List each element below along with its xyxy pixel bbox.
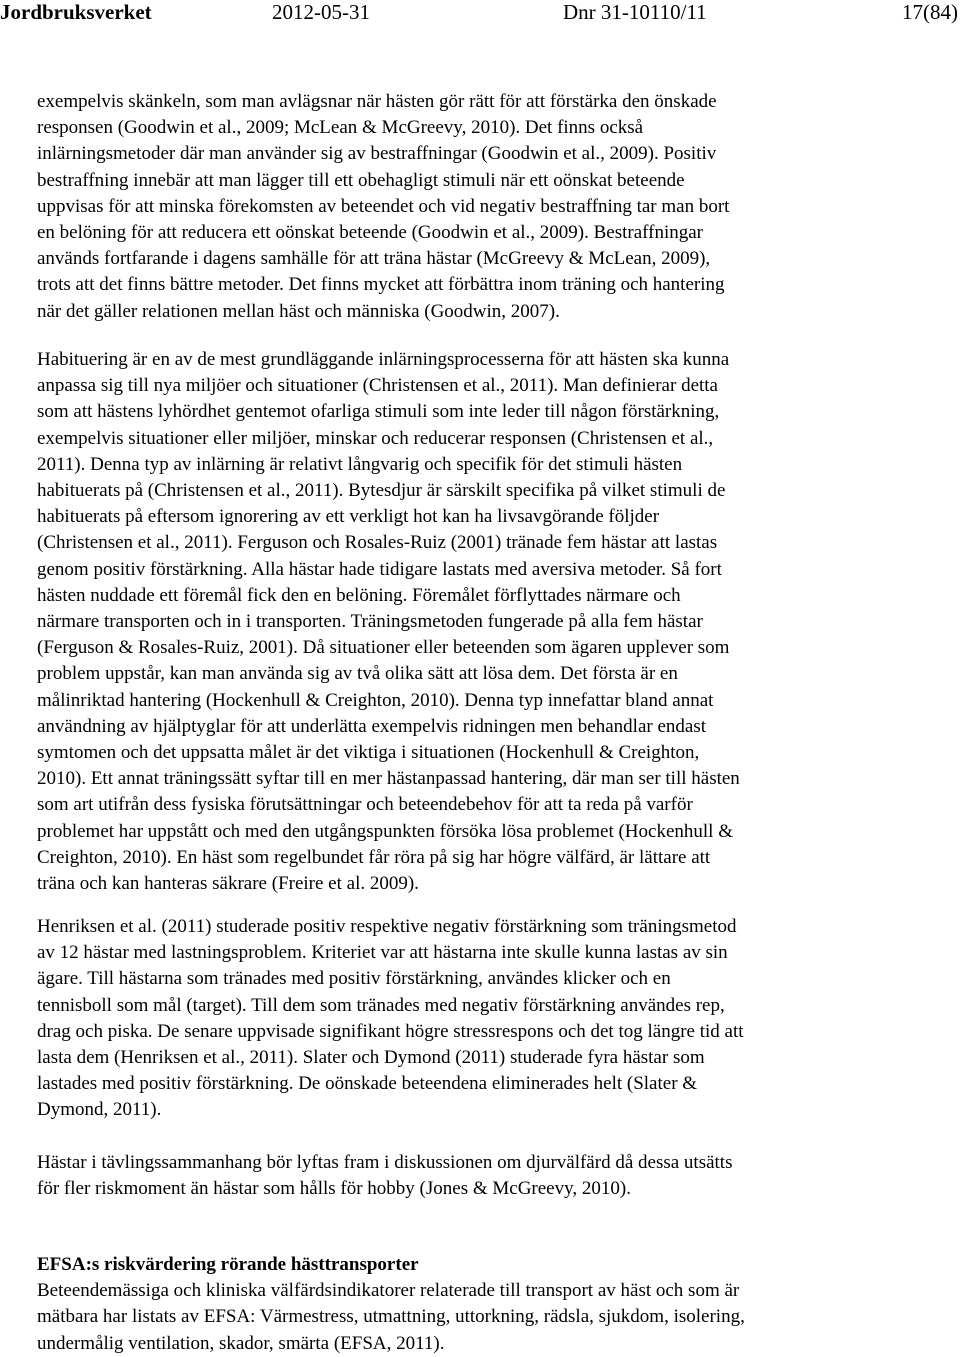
text-line: tennisboll som mål (target). Till dem som tränades med negativ förstärkning användes rep,	[37, 994, 725, 1016]
text-line: 2010). Ett annat träningssätt syftar till en mer hästanpassad hantering, där man ser till hästen	[37, 768, 740, 790]
page-header	[0, 0, 960, 24]
text-line: exempelvis situationer eller miljöer, minskar och reducerar responsen (Christensen et al.,	[37, 427, 714, 449]
text-line: inlärningsmetoder där man använder sig av bestraffningar (Goodwin et al., 2009). Positiv	[37, 143, 717, 165]
text-line: habituerats på (Christensen et al., 2011). Bytesdjur är särskilt specifika på vilket stimuli de	[37, 480, 726, 502]
text-line: användning av hjälptyglar för att underlätta exempelvis ridningen men behandlar endast	[37, 715, 706, 737]
text-line: som art utifrån dess fysiska förutsättningar och beteendebehov för att ta reda på varför	[37, 794, 693, 816]
text-line: ägare. Till hästarna som tränades med positiv förstärkning, användes klicker och en	[37, 968, 671, 990]
text-line: Habituering är en av de mest grundläggande inlärningsprocesserna för att hästen ska kunna	[37, 349, 730, 370]
text-line: (Ferguson & Rosales-Ruiz, 2001). Då situationer eller beteenden som ägaren upplever som	[37, 637, 730, 659]
paragraph-habituation	[37, 347, 917, 897]
text-line: Creighton, 2010). En häst som regelbundet får röra på sig har högre välfärd, är lättare att	[37, 846, 711, 868]
paragraph-feedback-punishment	[37, 89, 917, 325]
paragraph-loading-studies	[37, 914, 917, 1124]
text-line: som att hästens lyhördhet gentemot ofarliga stimuli som inte leder till någon förstärkning,	[37, 401, 720, 423]
text-line: habituerats på eftersom ignorering av ett verkligt hot kan ha livsavgörande följder	[37, 506, 660, 528]
text-line: genom positiv förstärkning. Alla hästar hade tidigare lastats med aversiva metoder. Så fort	[37, 558, 722, 580]
text-line: när det gäller relationen mellan häst och människa (Goodwin, 2007).	[37, 300, 560, 322]
text-line: närmare transporten och in i transporten. Träningsmetoden fungerade på alla fem hästar	[37, 611, 703, 633]
header-page-number: 17(84)	[902, 0, 958, 24]
header-date: 2012-05-31	[272, 0, 370, 24]
text-line: Dymond, 2011).	[37, 1099, 162, 1121]
text-line: målinriktad hantering (Hockenhull & Creighton, 2010). Denna typ innefattar bland annat	[37, 689, 714, 711]
text-line: mätbara har listats av EFSA: Värmestress, utmattning, uttorkning, rädsla, sjukdom, isolering,	[37, 1306, 745, 1328]
text-line: Beteendemässiga och kliniska välfärdsindikatorer relaterade till transport av häst och som är	[37, 1280, 740, 1302]
text-line: responsen (Goodwin et al., 2009; McLean & McGreevy, 2010). Det finns också	[37, 117, 644, 139]
text-line: symtomen och det uppsatta målet är det viktiga i situationen (Hockenhull & Creighton,	[37, 742, 700, 764]
header-organization: Jordbruksverket	[0, 0, 152, 24]
text-line: för fler riskmoment än hästar som hålls för hobby (Jones & McGreevy, 2010).	[37, 1178, 631, 1200]
text-line: lasta dem (Henriksen et al., 2011). Slater och Dymond (2011) studerade fyra hästar som	[37, 1047, 705, 1069]
text-line: exempelvis skänkeln, som man avlägsnar när hästen gör rätt för att förstärka den önskade	[37, 91, 717, 112]
text-line: av 12 hästar med lastningsproblem. Kriteriet var att hästarna inte skulle kunna lastas av sin	[37, 942, 728, 964]
text-line: drag och piska. De senare uppvisade signifikant högre stressrespons och det tog längre tid att	[37, 1020, 744, 1042]
section-heading: EFSA:s riskvärdering rörande hästtransporter	[37, 1254, 419, 1275]
text-line: problemet har uppstått och med den utgångspunkten försöka lösa problemet (Hockenhull &	[37, 820, 733, 842]
text-line: bestraffning innebär att man lägger till ett obehagligt stimuli när ett oönskat beteende	[37, 169, 685, 191]
text-line: uppvisas för att minska förekomsten av beteendet och vid negativ bestraffning tar man bort	[37, 195, 730, 217]
text-line: används fortfarande i dagens samhälle för att träna hästar (McGreevy & McLean, 2009),	[37, 248, 711, 270]
text-line: hästen nuddade ett föremål fick den en belöning. Föremålet förflyttades närmare och	[37, 584, 681, 606]
text-line: undermålig ventilation, skador, smärta (EFSA, 2011).	[37, 1332, 445, 1354]
section-efsa-risk-assessment	[37, 1252, 917, 1357]
text-line: anpassa sig till nya miljöer och situationer (Christensen et al., 2011). Man definierar detta	[37, 375, 718, 397]
text-line: en belöning för att reducera ett oönskat beteende (Goodwin et al., 2009). Bestraffningar	[37, 222, 704, 244]
header-reference-number: Dnr 31-10110/11	[563, 0, 707, 24]
text-line: träna och kan hanteras säkrare (Freire et al. 2009).	[37, 873, 419, 895]
text-line: lastades med positiv förstärkning. De oönskade beteendena eliminerades helt (Slater &	[37, 1073, 698, 1095]
paragraph-competition-horses	[37, 1150, 917, 1202]
text-line: Henriksen et al. (2011) studerade positiv respektive negativ förstärkning som träningsmetod	[37, 916, 737, 937]
text-line: trots att det finns bättre metoder. Det finns mycket att förbättra inom träning och hantering	[37, 274, 725, 296]
text-line: Hästar i tävlingssammanhang bör lyftas fram i diskussionen om djurvälfärd då dessa utsätts	[37, 1152, 733, 1173]
text-line: problem uppstår, kan man använda sig av två olika sätt att lösa dem. Det första är en	[37, 663, 678, 685]
text-line: (Christensen et al., 2011). Ferguson och Rosales-Ruiz (2001) tränade fem hästar att lastas	[37, 532, 718, 554]
text-line: 2011). Denna typ av inlärning är relativt långvarig och specifik för det stimuli hästen	[37, 453, 683, 475]
